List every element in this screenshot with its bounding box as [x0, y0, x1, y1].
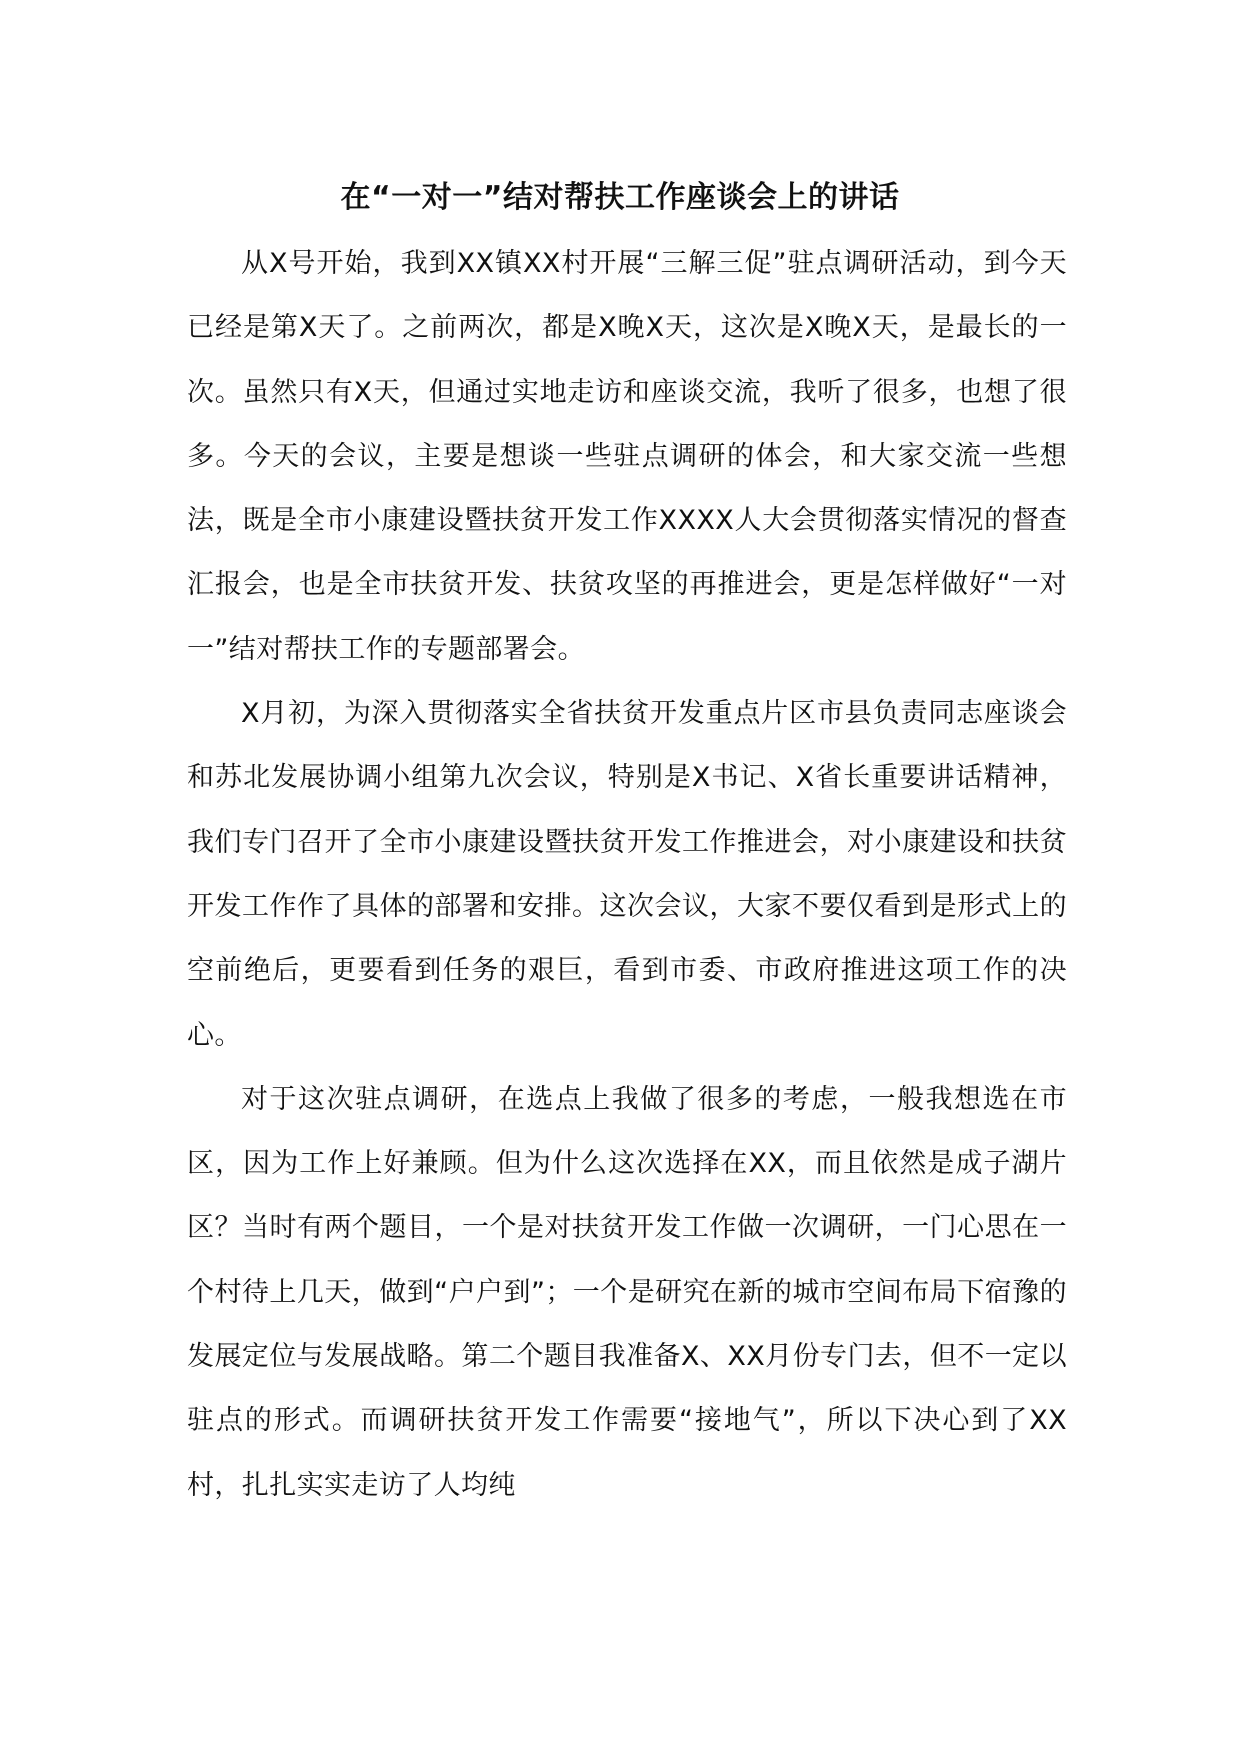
paragraph-2: X月初，为深入贯彻落实全省扶贫开发重点片区市县负责同志座谈会和苏北发展协调小组第九次会议，特别是X书记、X省长重要讲话精神，我们专门召开了全市小康建设暨扶贫开发工作推进会，对小康建设和扶贫开发工作作了具体的部署和安排。这次会议，大家不要仅看到是形式上的空前绝后，更要看到任务的艰巨，看到市委、市政府推进这项工作的决心。 — [187, 698, 1067, 1051]
document-title: 在“一对一”结对帮扶工作座谈会上的讲话 — [340, 180, 900, 215]
paragraph-3: 对于这次驻点调研，在选点上我做了很多的考虑，一般我想选在市区，因为工作上好兼顾。但为什么这次选择在XX，而且依然是成子湖片区？当时有两个题目，一个是对扶贫开发工作做一次调研，一门心思在一个村待上几天，做到“户户到”；一个是研究在新的城市空间布局下宿豫的发展定位与发展战略。第二个题目我准备X、XX月份专门去，但不一定以驻点的形式。而调研扶贫开发工作需要“接地气”，所以下决心到了XX村，扎扎实实走访了人均纯 — [187, 1083, 1067, 1501]
document-body — [187, 232, 1067, 1518]
paragraph-1: 从X号开始，我到XX镇XX村开展“三解三促”驻点调研活动，到今天已经是第X天了。之前两次，都是X晚X天，这次是X晚X天，是最长的一次。虽然只有X天，但通过实地走访和座谈交流，我听了很多，也想了很多。今天的会议，主要是想谈一些驻点调研的体会，和大家交流一些想法，既是全市小康建设暨扶贫开发工作XXXX人大会贯彻落实情况的督查汇报会，也是全市扶贫开发、扶贫攻坚的再推进会，更是怎样做好“一对一”结对帮扶工作的专题部署会。 — [187, 248, 1067, 665]
